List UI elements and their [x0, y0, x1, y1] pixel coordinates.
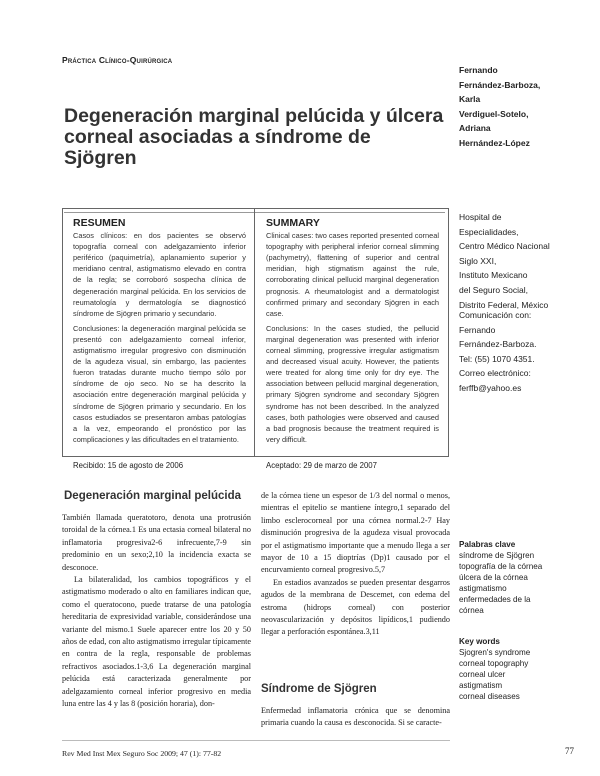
- summary-paragraph: Conclusions: In the cases studied, the pellucid marginal degeneration was presented with inferior corneal slimming, progressive irregular astigmatism and decreased visual acuity. However, the patients were treated for along time only for dry eye. The association between pellucid marginal degeneration, primary Sjögren syndrome and secondary Sjögren syndrome has not been described. In the analyzed cases, both pathologies were observed and caused a bad prognosis because the treatment required is very difficult.: [266, 323, 439, 444]
- body-column-2: [261, 490, 450, 639]
- correspondence: [459, 308, 584, 396]
- resumen-column: [73, 218, 246, 449]
- affiliation-line: Hospital de: [459, 212, 502, 222]
- author-line: Adriana: [459, 123, 491, 134]
- keyword: síndrome de Sjögren: [459, 551, 535, 560]
- resumen-heading: RESUMEN: [73, 217, 126, 229]
- body-paragraph: La bilateralidad, los cambios topográficos y el astigmatismo moderado o alto en familiares indican que, como el queratocono, puede tratarse de una patología hereditaria de expresividad variable, considerándose una variante del mismo.1 Suele aparecer entre los 20 y 50 años de edad, con alto astigmatismo irregular típicamente en contra de la regla, responsable de problemas refractivos asociados.1-3,6 La degeneración marginal pelúcida está caracterizada generalmente por adelgazamiento corneal inferior progresivo en media luna entre las 4 y las 8 (posición horaria), don-: [62, 575, 251, 709]
- keywords-english: [459, 636, 584, 702]
- article-title: Degeneración marginal pelúcida y úlcera corneal asociadas a síndrome de Sjögren: [64, 105, 444, 169]
- section-label: Práctica Clínico-Quirúrgica: [62, 55, 173, 65]
- body-column-1: [62, 512, 251, 711]
- affiliation-line: Centro Médico Nacional: [459, 241, 550, 252]
- keyword: topografía de la córnea: [459, 562, 543, 571]
- author-line: Fernando: [459, 65, 498, 75]
- summary-column: [266, 218, 439, 449]
- affiliation-line: Especialidades,: [459, 226, 519, 237]
- affiliation-line: Distrito Federal, México: [459, 299, 549, 310]
- author-line: Fernández-Barboza,: [459, 79, 541, 90]
- body-column-2-continued: [261, 705, 450, 730]
- correspondence-line: Comunicación con:: [459, 310, 532, 320]
- accepted-date: Aceptado: 29 de marzo de 2007: [266, 461, 377, 470]
- section-heading: Degeneración marginal pelúcida: [64, 490, 242, 502]
- author-line: Hernández-López: [459, 137, 530, 148]
- affiliation-line: Siglo XXI,: [459, 255, 497, 266]
- affiliation-line: del Seguro Social,: [459, 284, 528, 295]
- body-paragraph: de la córnea tiene un espesor de 1/3 del normal o menos, mientras el epitelio se mantiene íntegro,1 separado del limbo esclerocorneal por una córnea normal.2-7 Hay disminución progresiva de la agudeza visual provocada por el astigmatismo importante que a menudo llega a ser mayor de 10 a 15 dioptrías (Dp)1 causado por el encurvamiento corneal progresivo.5,7: [261, 491, 450, 575]
- keywords-heading: Palabras clave: [459, 540, 516, 549]
- journal-citation: Rev Med Inst Mex Seguro Soc 2009; 47 (1): 77-82: [62, 749, 222, 758]
- body-paragraph: También llamada queratotoro, denota una protrusión toroidal de la córnea.1 Es una ectasia corneal bilateral no inflamatoria progresiva2-6 infrecuente,7-9 sin predominio en un sexo;2,10 la incidencia exacta se desconoce.: [62, 513, 251, 572]
- author-line: Karla: [459, 94, 481, 105]
- correspondence-line: Fernández-Barboza.: [459, 339, 537, 350]
- resumen-paragraph: Casos clínicos: en dos pacientes se observó topografía corneal con adelgazamiento inferior periférico (paquimetría), aplanamiento superior y meridiano central, astigmatismo elevado en contra de la regla; se corroboró sospecha clínica de degeneración marginal pelúcida. En los servicios de reumatología y dermatología se diagnosticó síndrome de Sjögren primario y secundario.: [73, 231, 246, 318]
- correspondence-email[interactable]: ferffb@yahoo.es: [459, 382, 522, 393]
- keyword: enfermedades de la: [459, 595, 531, 604]
- keyword: astigmatism: [459, 681, 503, 690]
- keywords-heading: Key words: [459, 637, 500, 646]
- keyword: astigmatismo: [459, 584, 507, 593]
- footer-rule: [62, 740, 450, 741]
- keyword: corneal ulcer: [459, 670, 506, 679]
- body-paragraph: Enfermedad inflamatoria crónica que se denomina primaria cuando la causa es desconocida. Si se caracte-: [261, 706, 450, 728]
- page-number: 77: [565, 746, 574, 756]
- keywords-spanish: [459, 539, 584, 616]
- keyword: Sjogren's syndrome: [459, 648, 531, 657]
- body-paragraph: En estadios avanzados se pueden presentar desgarros agudos de la membrana de Descemet, con edema del estroma (hidrops corneal) con posterior neovascularización y depósitos lipídicos,1 pudiendo llegar a perforación espontánea.3,11: [261, 577, 450, 637]
- summary-paragraph: Clinical cases: two cases reported presented corneal topography with peripheral inferior corneal slimming (pachymetry), flattening of superior and central meridian, high stigmatism against the rule, corroborating clinical pellucid marginal degeneration prognosis. A rheumatologist and a dermatologist confirmed primary and secondary Sjögren in each case.: [266, 231, 439, 318]
- keyword: córnea: [459, 606, 484, 615]
- author-line: Verdiguel-Sotelo,: [459, 108, 529, 119]
- section-heading: Síndrome de Sjögren: [261, 683, 377, 695]
- keyword: corneal diseases: [459, 692, 520, 701]
- correspondence-line: Fernando: [459, 324, 496, 335]
- correspondence-line: Correo electrónico:: [459, 368, 531, 379]
- keyword: corneal topography: [459, 659, 529, 668]
- affiliation: [459, 210, 584, 312]
- abstract-divider: [254, 208, 255, 457]
- keyword: úlcera de la córnea: [459, 573, 528, 582]
- received-date: Recibido: 15 de agosto de 2006: [73, 461, 184, 470]
- summary-heading: SUMMARY: [266, 217, 320, 229]
- authors: [459, 63, 579, 151]
- resumen-paragraph: Conclusiones: la degeneración marginal pelúcida se presentó con adelgazamiento corneal inferior, astigmatismo irregular progresivo con disminución de la agudeza visual, sin embargo, las pacientes fueron tratadas durante mucho tiempo sólo por síndrome de ojo seco. No se ha descrito la asociación entre degeneración marginal pelúcida y síndrome de Sjögren primario y secundario. En los casos estudiados se presentaron ambas patologías a la vez, empeorando el pronóstico por las complicaciones y las dificultades en el tratamiento.: [73, 323, 246, 444]
- correspondence-line: Tel: (55) 1070 4351.: [459, 353, 535, 364]
- affiliation-line: Instituto Mexicano: [459, 270, 528, 281]
